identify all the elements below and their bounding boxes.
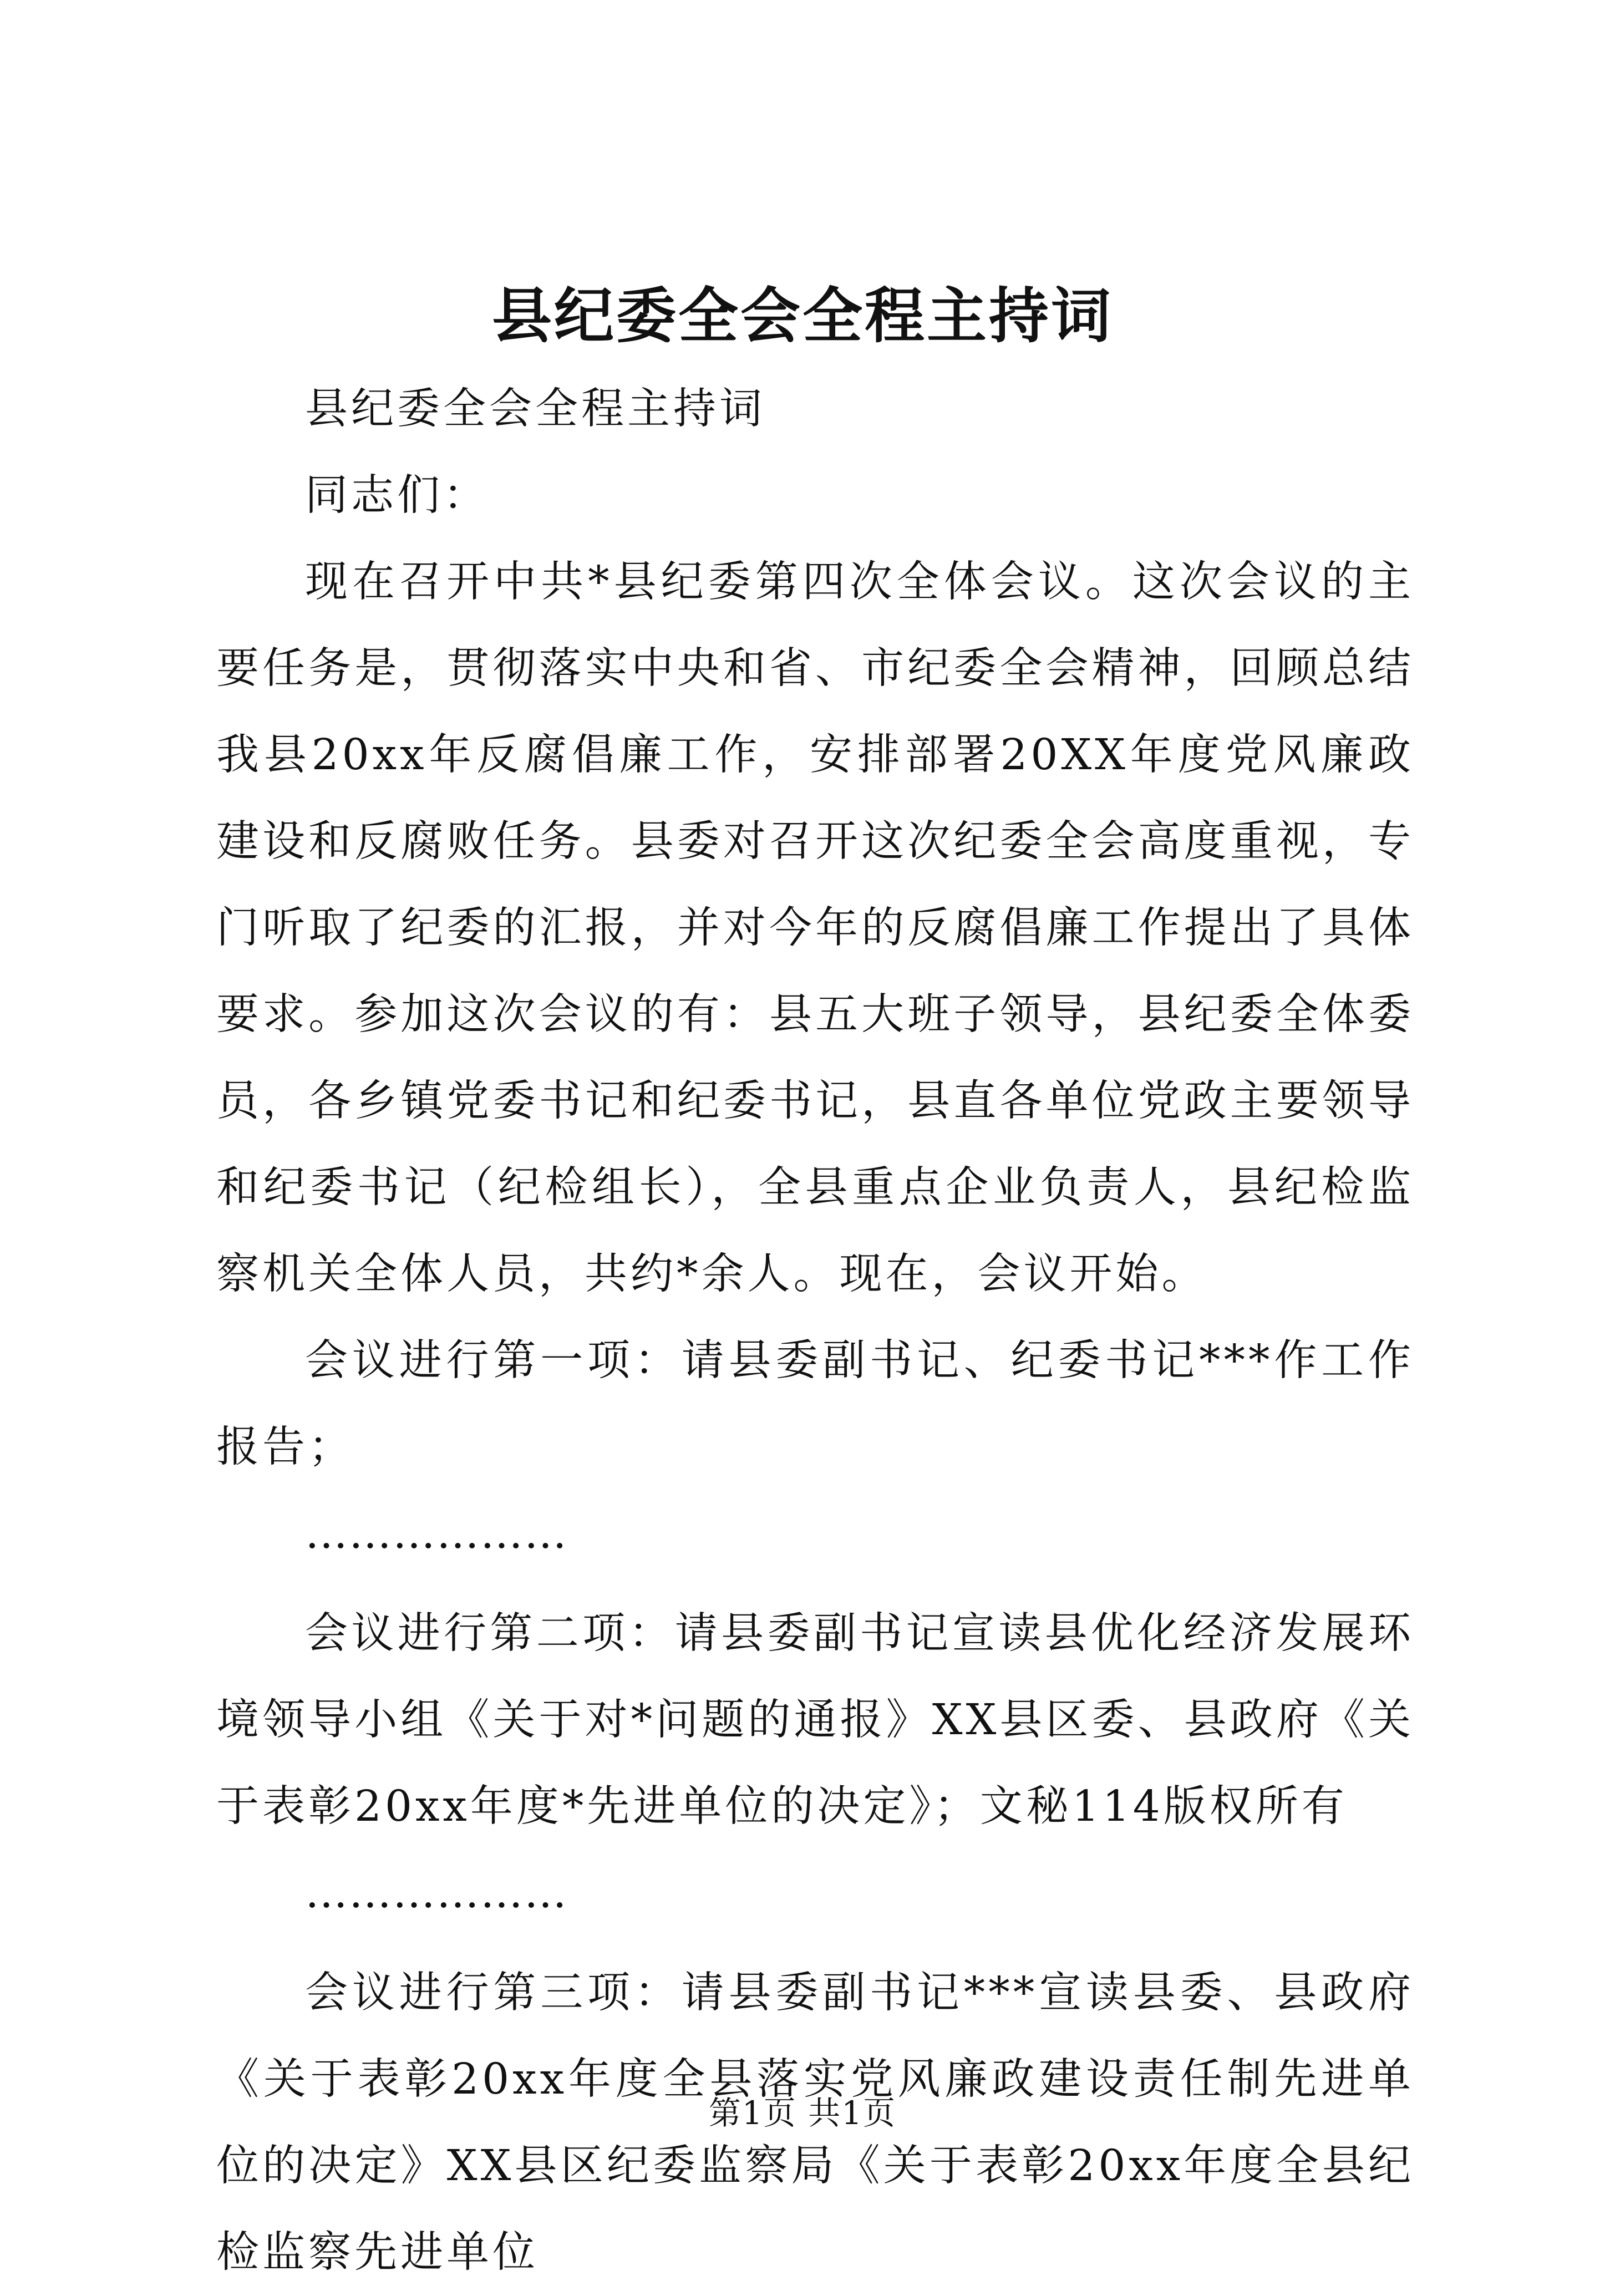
- page-footer: 第1页 共1页: [708, 2094, 897, 2132]
- greeting-paragraph: 同志们：: [305, 471, 489, 520]
- ellipsis-separator-1: ………………: [305, 1509, 568, 1558]
- intro-paragraph: 现在召开中共*县纪委第四次全体会议。这次会议的主要任务是，贯彻落实中央和省、市纪委全会精神，回顾总结我县20xx年反腐倡廉工作，安排部署20XX年度党风廉政建设和反腐败任务。县委对召开这次纪委全会高度重视，专门听取了纪委的汇报，并对今年的反腐倡廉工作提出了具体要求。参加这次会议的有：县五大班子领导，县纪委全体委员，各乡镇党委书记和纪委书记，县直各单位党政主要领导和纪委书记（纪检组长），全县重点企业负责人，县纪检监察机关全体人员，共约*余人。现在，会议开始。: [216, 557, 1414, 1299]
- subtitle-paragraph: 县纪委全会全程主持词: [305, 384, 765, 434]
- agenda-item-2: 会议进行第二项：请县委副书记宣读县优化经济发展环境领导小组《关于对*问题的通报》XX县区委、县政府《关于表彰20xx年度*先进单位的决定》；文秘114版权所有: [216, 1609, 1414, 1831]
- agenda-item-1: 会议进行第一项：请县委副书记、纪委书记***作工作报告；: [216, 1336, 1414, 1472]
- document-body: [216, 366, 1414, 2296]
- ellipsis-separator-2: ………………: [305, 1868, 568, 1918]
- document-title: 县纪委全会全程主持词: [491, 281, 1113, 351]
- agenda-item-3: 会议进行第三项：请县委副书记***宣读县委、县政府《关于表彰20xx年度全县落实党风廉政建设责任制先进单位的决定》XX县区纪委监察局《关于表彰20xx年度全县纪检监察先进单位: [216, 1968, 1414, 2277]
